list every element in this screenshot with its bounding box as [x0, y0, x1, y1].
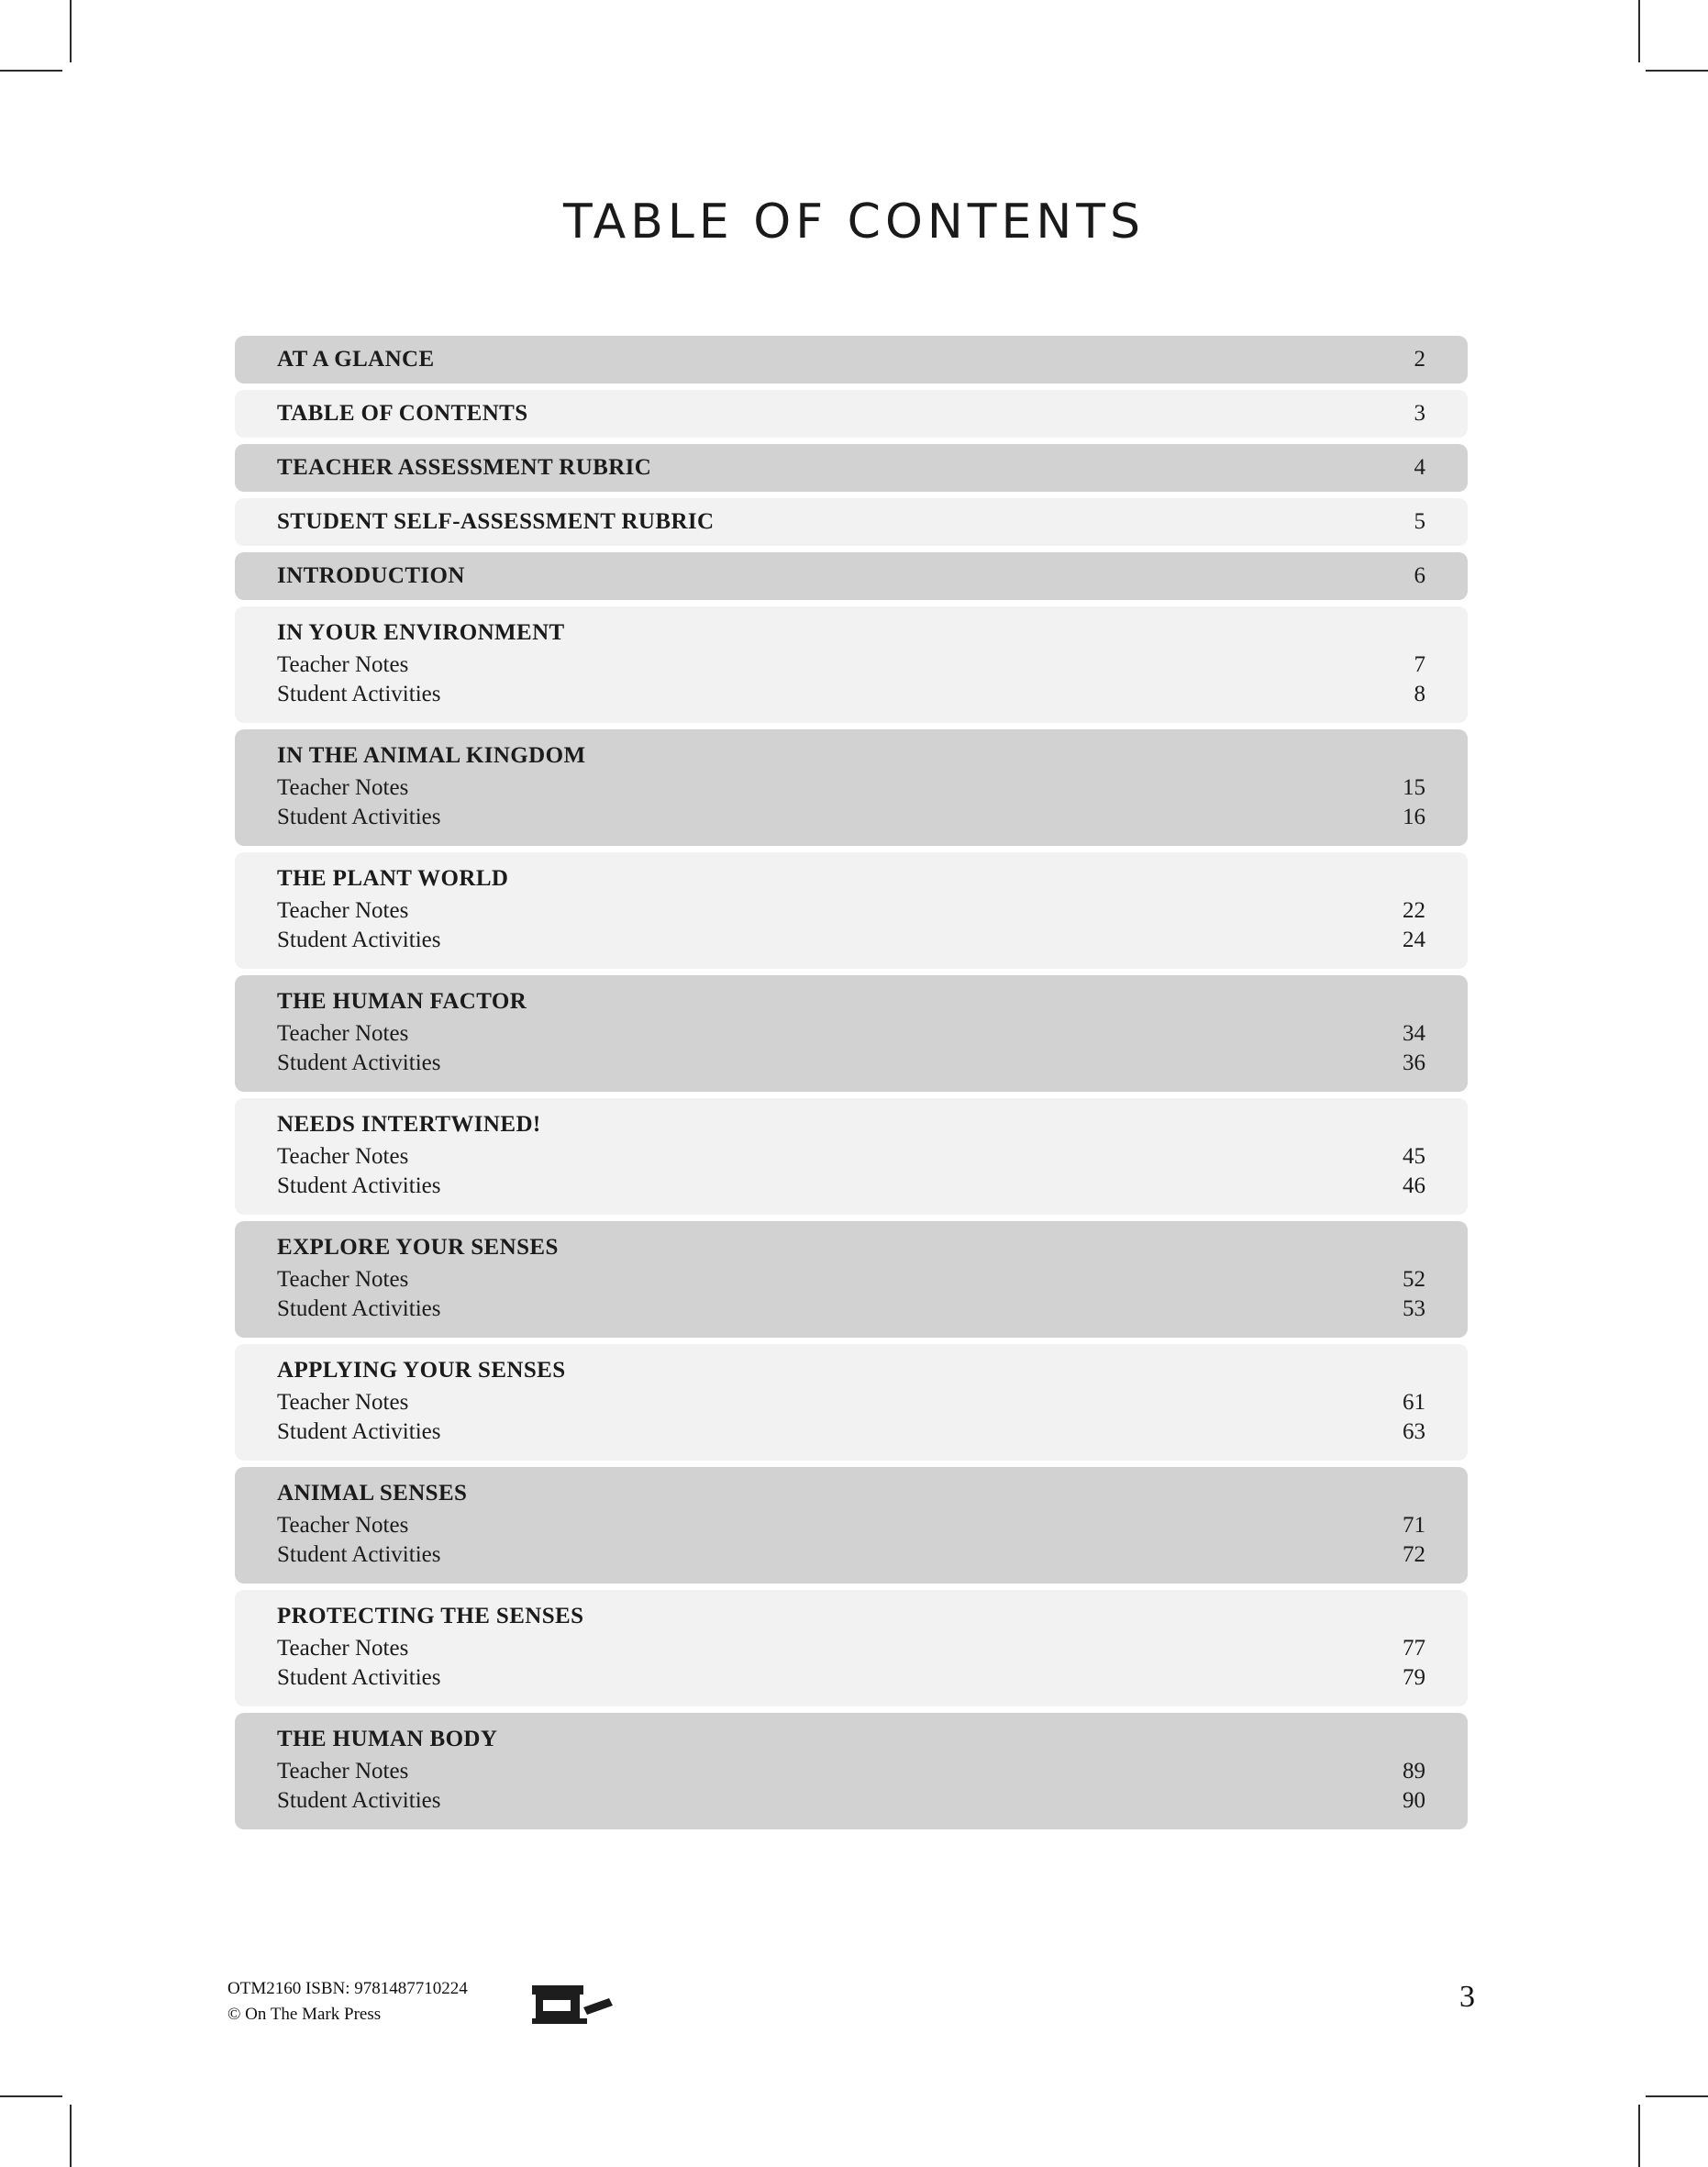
crop-mark-bottom-right-h — [1646, 2095, 1708, 2097]
printing-press-logo — [530, 1980, 618, 2029]
page-footer — [227, 1976, 1475, 2050]
toc-row-at-a-glance[interactable] — [235, 336, 1468, 383]
toc-sub-label: Student Activities — [277, 928, 441, 952]
toc-unit-needs-intertwined[interactable] — [235, 1098, 1468, 1215]
toc-unit-applying-your-senses[interactable] — [235, 1344, 1468, 1461]
toc-unit-the-human-body[interactable] — [235, 1713, 1468, 1829]
toc-unit-student-activities[interactable] — [277, 1663, 1425, 1693]
toc-unit-title: APPLYING YOUR SENSES — [277, 1358, 566, 1383]
toc-sub-page: 24 — [1403, 928, 1425, 952]
toc-unit-teacher-notes[interactable] — [277, 1142, 1425, 1172]
toc-sub-label: Teacher Notes — [277, 1513, 409, 1538]
toc-unit-teacher-notes[interactable] — [277, 1634, 1425, 1663]
toc-section-page: 4 — [1414, 455, 1425, 480]
toc-unit-title: THE PLANT WORLD — [277, 866, 509, 891]
footer-code-line: OTM2160 ISBN: 9781487710224 — [227, 1979, 468, 1998]
toc-sub-page: 53 — [1403, 1296, 1425, 1321]
toc-sub-page: 15 — [1403, 775, 1425, 800]
toc-unit-title: IN THE ANIMAL KINGDOM — [277, 743, 586, 768]
toc-sub-page: 45 — [1403, 1144, 1425, 1169]
toc-unit-teacher-notes[interactable] — [277, 1511, 1425, 1540]
toc-unit-protecting-the-senses[interactable] — [235, 1590, 1468, 1706]
toc-sub-page: 8 — [1414, 682, 1425, 706]
toc-sub-page: 22 — [1403, 898, 1425, 923]
toc-section-title: STUDENT SELF-ASSESSMENT RUBRIC — [277, 509, 715, 534]
toc-unit-student-activities[interactable] — [277, 1295, 1425, 1324]
crop-mark-top-right-h — [1646, 70, 1708, 72]
toc-unit-student-activities[interactable] — [277, 1172, 1425, 1201]
toc-sub-page: 46 — [1403, 1173, 1425, 1198]
toc-row-teacher-assessment-rubric[interactable] — [235, 444, 1468, 492]
toc-section-title: AT A GLANCE — [277, 347, 435, 372]
toc-row-introduction[interactable] — [235, 552, 1468, 600]
toc-sub-label: Student Activities — [277, 1173, 441, 1198]
toc-sub-label: Teacher Notes — [277, 1144, 409, 1169]
toc-sub-label: Student Activities — [277, 1788, 441, 1813]
toc-unit-teacher-notes[interactable] — [277, 1019, 1425, 1049]
toc-sub-label: Student Activities — [277, 1050, 441, 1075]
toc-unit-student-activities[interactable] — [277, 926, 1425, 955]
page-title: TABLE OF CONTENTS — [562, 194, 1146, 250]
toc-sub-label: Teacher Notes — [277, 652, 409, 677]
toc-sub-label: Student Activities — [277, 682, 441, 706]
toc-unit-title: NEEDS INTERTWINED! — [277, 1112, 541, 1137]
toc-unit-title: THE HUMAN FACTOR — [277, 989, 527, 1014]
toc-sub-label: Teacher Notes — [277, 1021, 409, 1046]
toc-unit-title: THE HUMAN BODY — [277, 1727, 498, 1751]
toc-sub-page: 16 — [1403, 805, 1425, 829]
crop-mark-bottom-right-v — [1638, 2105, 1640, 2167]
toc-sub-label: Teacher Notes — [277, 1759, 409, 1784]
toc-sub-label: Student Activities — [277, 805, 441, 829]
toc-unit-the-plant-world[interactable] — [235, 852, 1468, 969]
toc-unit-student-activities[interactable] — [277, 1049, 1425, 1078]
toc-sub-label: Student Activities — [277, 1419, 441, 1444]
toc-unit-title: EXPLORE YOUR SENSES — [277, 1235, 559, 1260]
toc-unit-in-your-environment[interactable] — [235, 606, 1468, 723]
toc-unit-teacher-notes[interactable] — [277, 650, 1425, 680]
toc-sub-page: 63 — [1403, 1419, 1425, 1444]
toc-sub-label: Teacher Notes — [277, 898, 409, 923]
toc-sub-page: 61 — [1403, 1390, 1425, 1415]
toc-section-page: 3 — [1414, 401, 1425, 426]
toc-sub-page: 89 — [1403, 1759, 1425, 1784]
toc-unit-student-activities[interactable] — [277, 1786, 1425, 1816]
toc-section-page: 6 — [1414, 563, 1425, 588]
table-of-contents-list — [235, 336, 1468, 1836]
toc-sub-label: Student Activities — [277, 1542, 441, 1567]
toc-sub-page: 34 — [1403, 1021, 1425, 1046]
toc-section-page: 2 — [1414, 347, 1425, 372]
toc-unit-student-activities[interactable] — [277, 803, 1425, 832]
toc-sub-page: 7 — [1414, 652, 1425, 677]
toc-unit-teacher-notes[interactable] — [277, 1388, 1425, 1417]
page-number: 3 — [1459, 1980, 1475, 2014]
toc-unit-in-the-animal-kingdom[interactable] — [235, 729, 1468, 846]
crop-mark-bottom-left-h — [0, 2095, 62, 2097]
crop-mark-bottom-left-v — [70, 2105, 72, 2167]
toc-row-table-of-contents[interactable] — [235, 390, 1468, 438]
toc-unit-animal-senses[interactable] — [235, 1467, 1468, 1584]
toc-unit-title: PROTECTING THE SENSES — [277, 1604, 584, 1628]
crop-mark-top-right-v — [1638, 0, 1640, 62]
toc-unit-explore-your-senses[interactable] — [235, 1221, 1468, 1338]
toc-unit-teacher-notes[interactable] — [277, 773, 1425, 803]
toc-sub-page: 36 — [1403, 1050, 1425, 1075]
toc-sub-label: Teacher Notes — [277, 775, 409, 800]
toc-section-page: 5 — [1414, 509, 1425, 534]
toc-section-title: TABLE OF CONTENTS — [277, 401, 528, 426]
crop-mark-top-left-v — [70, 0, 72, 62]
toc-unit-teacher-notes[interactable] — [277, 1757, 1425, 1786]
toc-sub-page: 90 — [1403, 1788, 1425, 1813]
toc-unit-title: ANIMAL SENSES — [277, 1481, 468, 1506]
crop-mark-top-left-h — [0, 70, 62, 72]
toc-row-student-self-assessment-rubric[interactable] — [235, 498, 1468, 546]
footer-copyright-line: © On The Mark Press — [227, 2004, 382, 2024]
toc-unit-student-activities[interactable] — [277, 680, 1425, 709]
toc-sub-label: Teacher Notes — [277, 1267, 409, 1292]
footer-text-block — [227, 1976, 468, 2027]
toc-section-title: INTRODUCTION — [277, 563, 465, 588]
toc-unit-teacher-notes[interactable] — [277, 896, 1425, 926]
toc-unit-the-human-factor[interactable] — [235, 975, 1468, 1092]
toc-sub-label: Teacher Notes — [277, 1390, 409, 1415]
toc-unit-student-activities[interactable] — [277, 1417, 1425, 1447]
toc-section-title: TEACHER ASSESSMENT RUBRIC — [277, 455, 652, 480]
toc-sub-page: 71 — [1403, 1513, 1425, 1538]
toc-unit-teacher-notes[interactable] — [277, 1265, 1425, 1295]
toc-sub-page: 77 — [1403, 1636, 1425, 1661]
toc-sub-page: 52 — [1403, 1267, 1425, 1292]
toc-sub-page: 72 — [1403, 1542, 1425, 1567]
toc-sub-label: Student Activities — [277, 1665, 441, 1690]
toc-unit-student-activities[interactable] — [277, 1540, 1425, 1570]
toc-sub-page: 79 — [1403, 1665, 1425, 1690]
toc-unit-title: IN YOUR ENVIRONMENT — [277, 620, 565, 645]
toc-sub-label: Student Activities — [277, 1296, 441, 1321]
toc-sub-label: Teacher Notes — [277, 1636, 409, 1661]
